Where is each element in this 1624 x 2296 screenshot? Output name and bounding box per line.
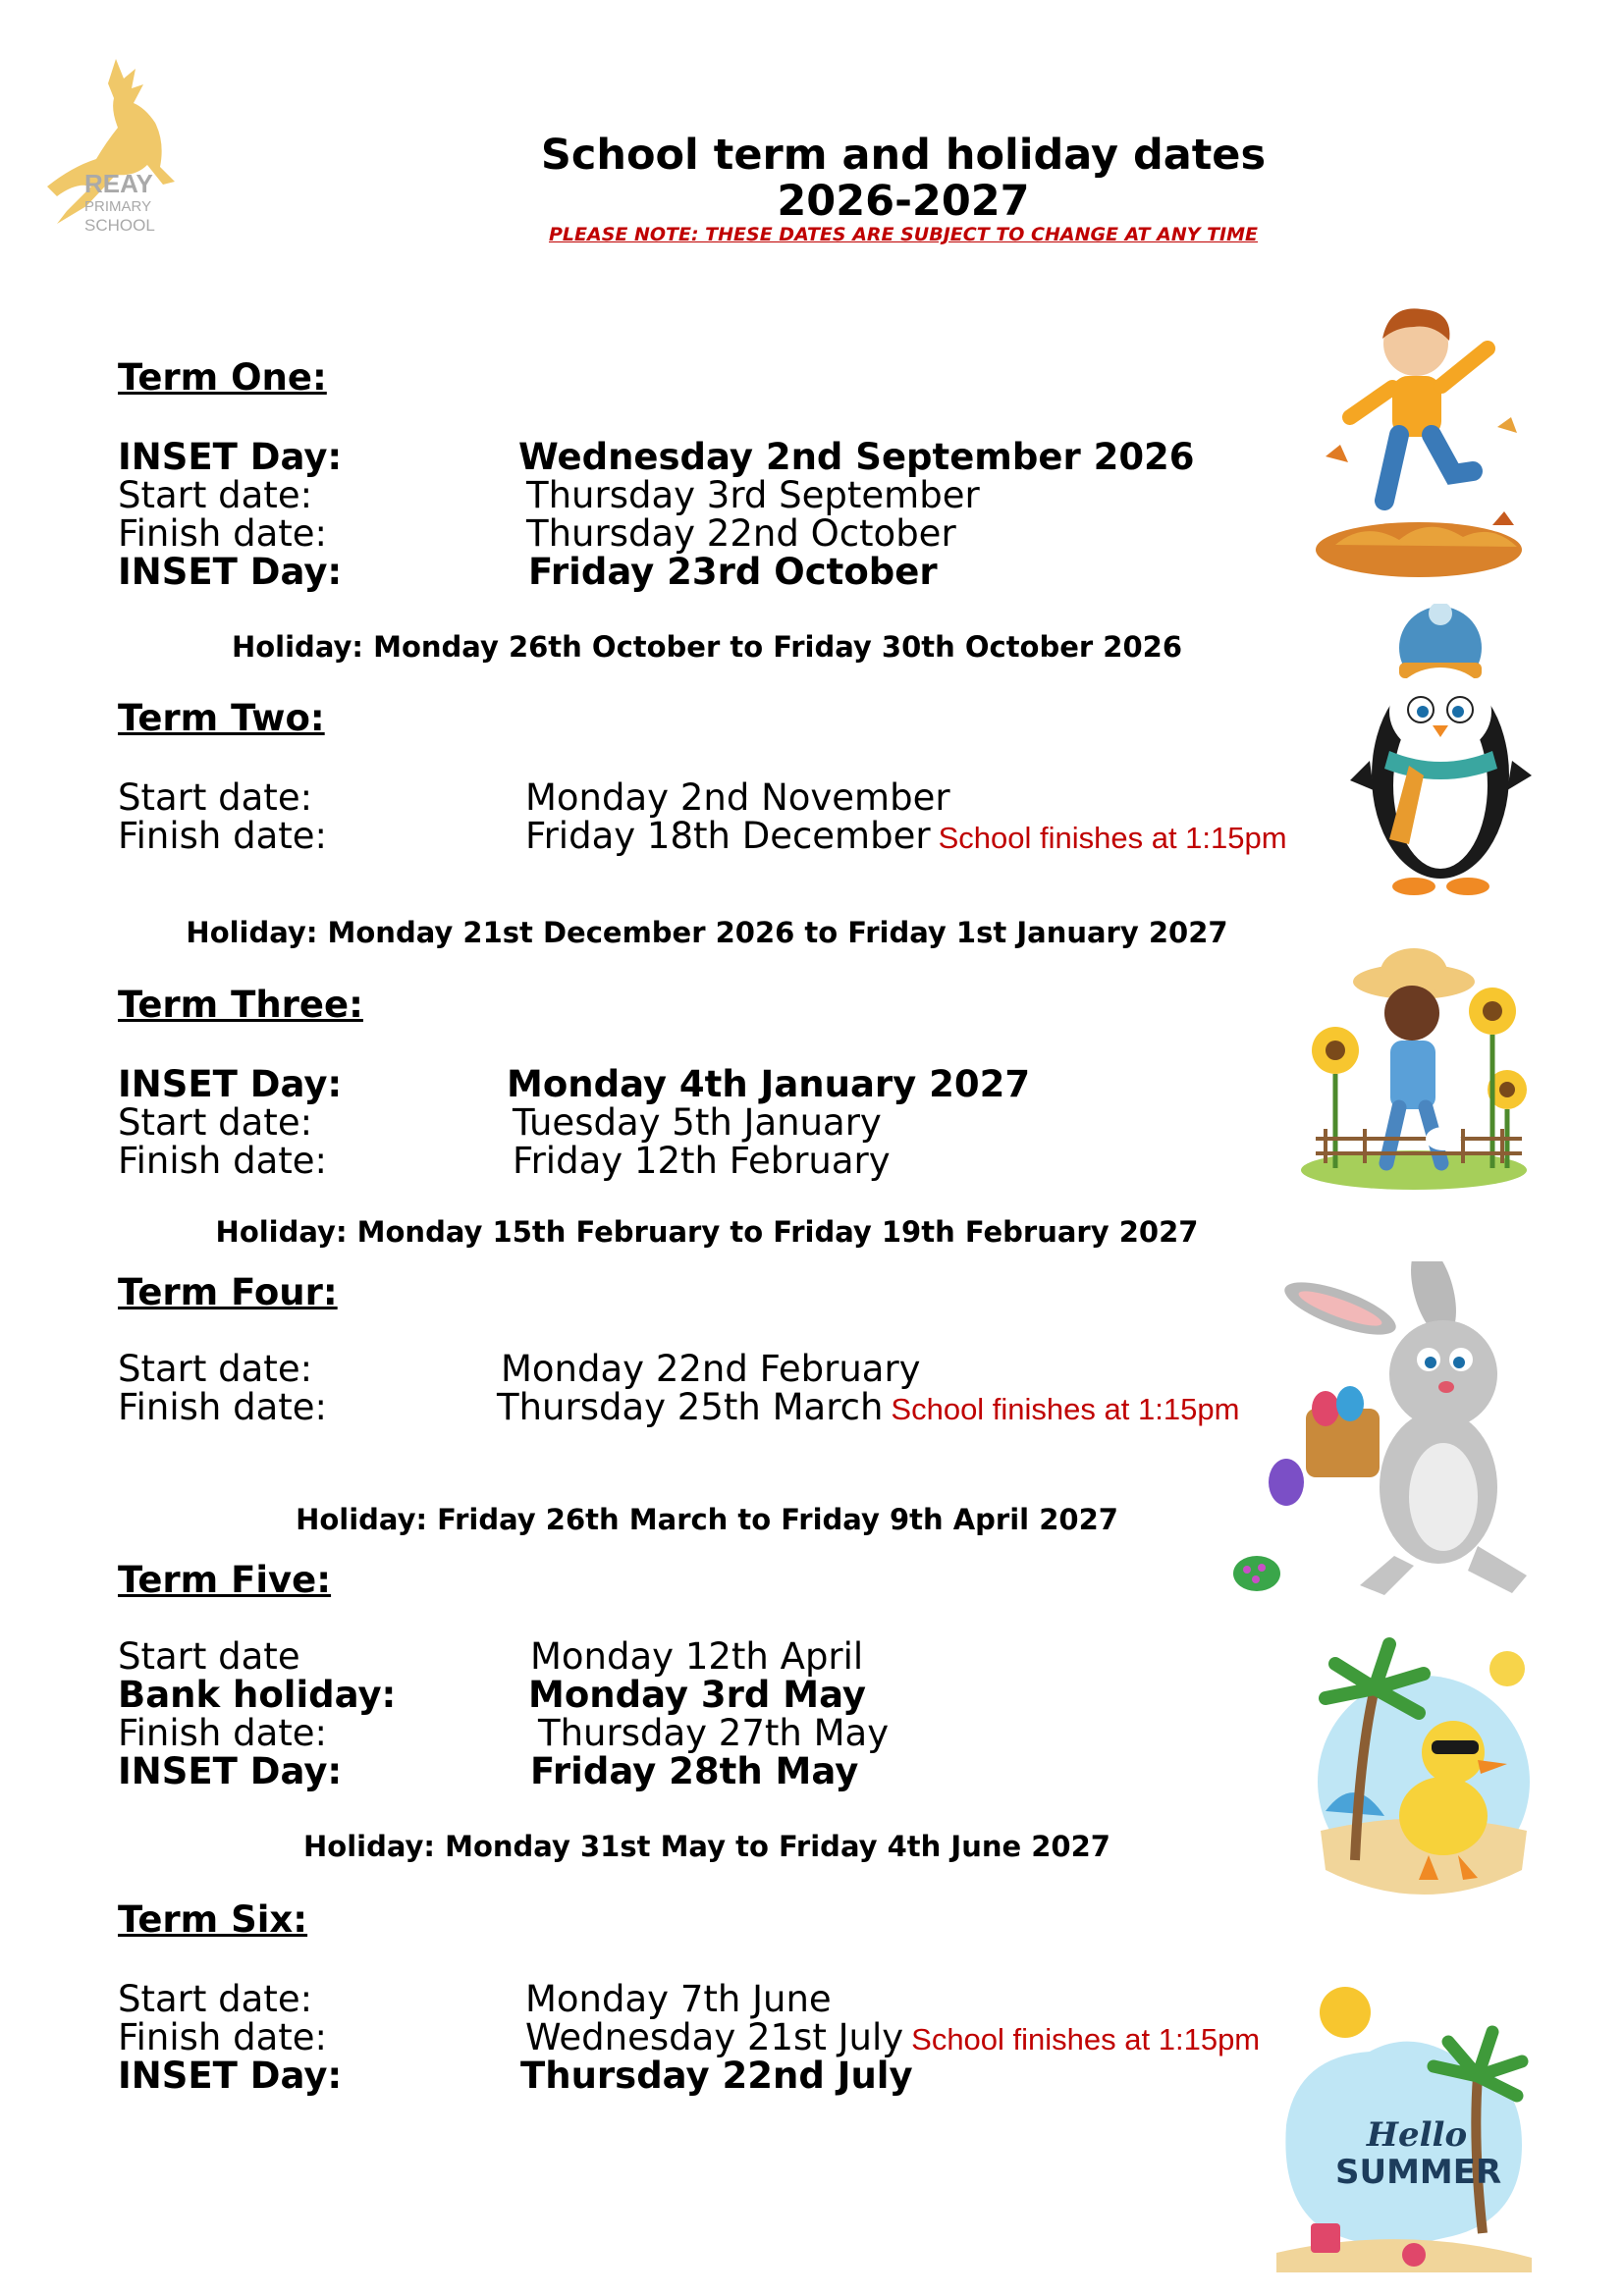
- easter-egg-icon: [1232, 1554, 1281, 1593]
- term-row: [118, 553, 1276, 592]
- row-label: Start date: [118, 1635, 300, 1678]
- autumn-boy-illustration: [1306, 299, 1532, 579]
- row-label: Start date:: [118, 1348, 313, 1390]
- term-row: [118, 1676, 1276, 1715]
- term-row: [118, 2056, 1276, 2096]
- school-logo: [37, 49, 185, 245]
- row-value: Monday 3rd May: [528, 1674, 867, 1716]
- easter-bunny-illustration: [1267, 1261, 1532, 1615]
- term-two-heading: Term Two:: [118, 697, 325, 739]
- term-row: [118, 2018, 1276, 2057]
- row-value: Friday 23rd October: [528, 551, 938, 593]
- holiday-line: Holiday: Monday 26th October to Friday 30th October 2026: [231, 630, 1183, 664]
- row-value: Monday 22nd February: [501, 1348, 921, 1390]
- row-label: INSET Day:: [118, 1063, 343, 1105]
- term-one-heading: Term One:: [118, 356, 327, 399]
- beach-duck-illustration: [1316, 1634, 1532, 1914]
- term-row: [118, 1752, 1276, 1791]
- row-value: Monday 12th April: [530, 1635, 864, 1678]
- term-six-heading: Term Six:: [118, 1898, 308, 1941]
- term-row: [118, 1103, 1276, 1143]
- title-line2: 2026-2027: [777, 177, 1030, 226]
- term-row: [118, 1350, 1276, 1389]
- row-value: Friday 12th February: [513, 1140, 891, 1182]
- row-value: Thursday 22nd October: [526, 512, 956, 555]
- term-row: [118, 514, 1276, 554]
- term-row: [118, 815, 1287, 857]
- row-value: Tuesday 5th January: [513, 1101, 882, 1144]
- penguin-illustration: [1350, 604, 1532, 898]
- hello-text: Hello: [1366, 2115, 1468, 2155]
- row-value: Wednesday 2nd September 2026: [518, 436, 1195, 478]
- term-three-heading: Term Three:: [118, 984, 363, 1026]
- row-label: Start date:: [118, 1978, 313, 2020]
- holiday-line: Holiday: Monday 21st December 2026 to Friday 1st January 2027: [186, 916, 1228, 949]
- early-finish-note: School finishes at 1:15pm: [938, 821, 1287, 855]
- row-value: Thursday 22nd July: [520, 2055, 913, 2097]
- row-label: Finish date:: [118, 815, 327, 857]
- hello-summer-illustration: [1276, 1968, 1532, 2272]
- row-value: Wednesday 21st July: [525, 2016, 904, 2058]
- row-value: Friday 28th May: [530, 1750, 859, 1792]
- row-value: Friday 18th December: [525, 815, 931, 857]
- row-label: Finish date:: [118, 512, 327, 555]
- change-notice: PLEASE NOTE: THESE DATES ARE SUBJECT TO CHANGE AT ANY TIME: [548, 224, 1259, 245]
- term-row: [118, 1065, 1276, 1104]
- row-value: Thursday 3rd September: [526, 474, 980, 516]
- sunflower-child-illustration: [1296, 942, 1532, 1193]
- row-label: INSET Day:: [118, 2055, 343, 2097]
- row-label: Finish date:: [118, 1140, 327, 1182]
- row-value: Thursday 27th May: [538, 1712, 890, 1754]
- early-finish-note: School finishes at 1:15pm: [911, 2022, 1261, 2056]
- row-label: Start date:: [118, 1101, 313, 1144]
- term-four-heading: Term Four:: [118, 1271, 338, 1313]
- row-value: Monday 4th January 2027: [507, 1063, 1031, 1105]
- holiday-line: Holiday: Monday 31st May to Friday 4th June 2027: [303, 1830, 1110, 1863]
- summer-text: SUMMER: [1335, 2153, 1502, 2192]
- term-row: [118, 1637, 1276, 1677]
- term-row: [118, 1980, 1276, 2019]
- early-finish-note: School finishes at 1:15pm: [891, 1392, 1240, 1426]
- logo-line3: SCHOOL: [84, 216, 155, 235]
- row-label: Bank holiday:: [118, 1674, 397, 1716]
- term-row: [118, 778, 1276, 818]
- holiday-line: Holiday: Monday 15th February to Friday 19th February 2027: [215, 1215, 1199, 1249]
- term-row: [118, 438, 1276, 477]
- term-row: [118, 1388, 1276, 1427]
- logo-line2: PRIMARY: [84, 198, 152, 215]
- logo-line1: REAY: [84, 169, 153, 198]
- row-label: INSET Day:: [118, 436, 343, 478]
- row-value: Monday 2nd November: [525, 776, 950, 819]
- term-row: [118, 1714, 1276, 1753]
- row-value: Monday 7th June: [525, 1978, 832, 2020]
- row-label: Start date:: [118, 474, 313, 516]
- row-label: Start date:: [118, 776, 313, 819]
- row-value: Thursday 25th March: [497, 1386, 884, 1428]
- row-label: Finish date:: [118, 2016, 327, 2058]
- page-title: [471, 133, 1335, 225]
- holiday-line: Holiday: Friday 26th March to Friday 9th April 2027: [296, 1503, 1118, 1536]
- row-label: INSET Day:: [118, 551, 343, 593]
- term-row: [118, 1142, 1276, 1181]
- row-label: Finish date:: [118, 1712, 327, 1754]
- title-line1: School term and holiday dates: [540, 131, 1267, 180]
- term-row: [118, 476, 1276, 515]
- row-label: INSET Day:: [118, 1750, 343, 1792]
- term-five-heading: Term Five:: [118, 1559, 332, 1601]
- row-label: Finish date:: [118, 1386, 327, 1428]
